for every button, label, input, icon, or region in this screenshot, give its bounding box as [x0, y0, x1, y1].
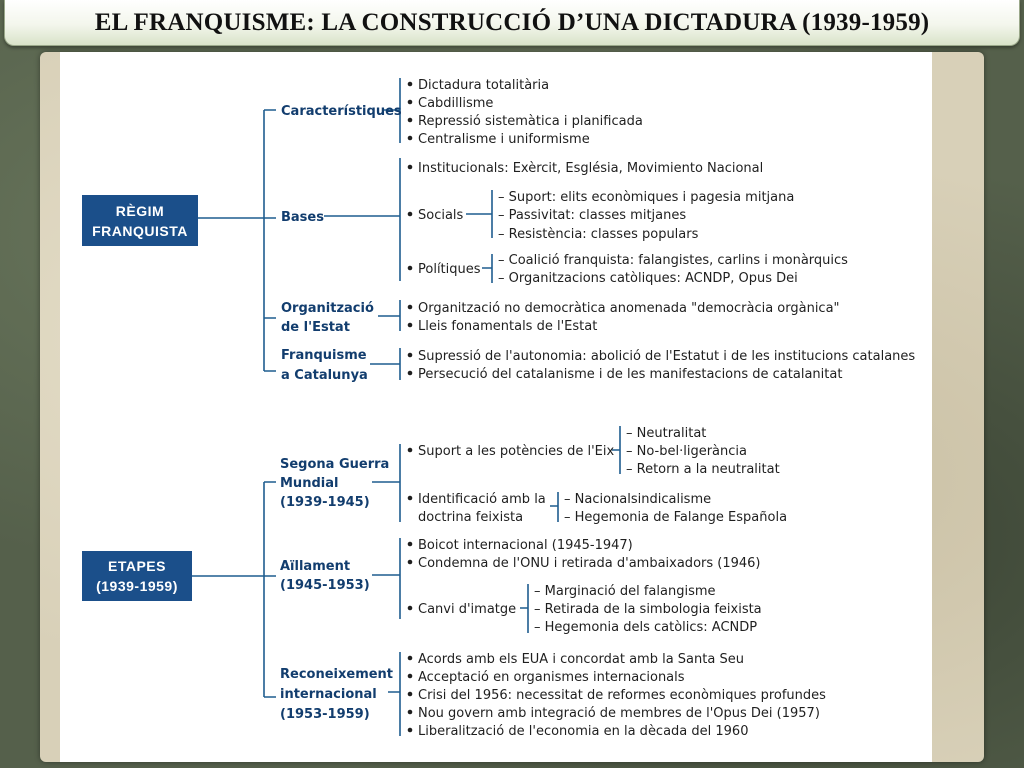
catalunya-item: Supressió de l'autonomia: abolició de l'Estatut i de les institucions catalanes	[418, 349, 916, 364]
bullet	[408, 266, 413, 271]
socials-label: Socials	[418, 208, 464, 223]
caracteristiques-item: Centralisme i uniformisme	[418, 132, 590, 147]
catalunya-label-2: a Catalunya	[281, 368, 368, 383]
bullet	[408, 692, 413, 697]
caracteristiques-label: Característiques	[281, 104, 402, 119]
aillament-label-1: Aïllament	[280, 559, 351, 574]
bullet	[408, 560, 413, 565]
aillament-bracket	[372, 538, 400, 619]
organitzacio-item: Lleis fonamentals de l'Estat	[418, 319, 598, 334]
reconeixement-label-3: (1953-1959)	[280, 707, 370, 722]
bases-bracket	[324, 158, 400, 281]
catalunya-bracket	[370, 348, 400, 380]
bullet	[408, 212, 413, 217]
identificacio-item: – Nacionalsindicalisme	[564, 492, 712, 507]
bullet	[408, 656, 413, 661]
politiques-item: – Organitzacions catòliques: ACNDP, Opus Dei	[498, 271, 798, 286]
aillament-item: Boicot internacional (1945-1947)	[418, 538, 633, 553]
catalunya-item: Persecució del catalanisme i de les manifestacions de catalanitat	[418, 367, 843, 382]
organitzacio-bracket	[378, 300, 400, 331]
identificacio-label-2: doctrina feixista	[418, 510, 524, 525]
socials-item: – Resistència: classes populars	[498, 227, 699, 242]
bullet	[408, 305, 413, 310]
suport-item: – Neutralitat	[626, 426, 707, 441]
politiques-label: Polítiques	[418, 262, 481, 277]
bullet	[408, 448, 413, 453]
etapes-box-line1: ETAPES	[108, 558, 166, 574]
bullet	[408, 118, 413, 123]
bullet	[408, 136, 413, 141]
reconeixement-label-2: internacional	[280, 687, 377, 702]
bases-label: Bases	[281, 210, 324, 225]
guerra-bracket	[372, 444, 400, 522]
socials-item: – Suport: elits econòmiques i pagesia mitjana	[498, 190, 795, 205]
reconeixement-label-1: Reconeixement	[280, 667, 394, 682]
institucionals-item: Institucionals: Exèrcit, Església, Movimiento Nacional	[418, 161, 764, 176]
suport-item: – No-bel·ligerància	[626, 444, 747, 459]
bullet	[408, 542, 413, 547]
page-title: EL FRANQUISME: LA CONSTRUCCIÓ D’UNA DICTADURA (1939-1959)	[94, 8, 930, 36]
suport-item: – Retorn a la neutralitat	[626, 462, 780, 477]
bullet	[408, 710, 413, 715]
bullet	[408, 165, 413, 170]
bullet	[408, 323, 413, 328]
aillament-item: Condemna de l'ONU i retirada d'ambaixadors (1946)	[418, 556, 761, 571]
imatge-bracket	[520, 584, 528, 633]
caracteristiques-item: Dictadura totalitària	[418, 78, 550, 93]
socials-bracket	[466, 190, 492, 238]
organitzacio-item: Organització no democràtica anomenada "democràcia orgànica"	[418, 301, 840, 316]
bullet	[408, 100, 413, 105]
bullet	[408, 606, 413, 611]
imatge-item: – Marginació del falangisme	[534, 584, 716, 599]
identificacio-bracket	[550, 492, 558, 522]
bullet	[408, 674, 413, 679]
bullet	[408, 728, 413, 733]
socials-item: – Passivitat: classes mitjanes	[498, 208, 687, 223]
reconeixement-item: Acceptació en organismes internacionals	[418, 670, 685, 685]
reconeixement-item: Liberalització de l'economia en la dècada del 1960	[418, 724, 749, 739]
etapes-connector	[192, 482, 276, 697]
reconeixement-item: Acords amb els EUA i concordat amb la Santa Seu	[418, 652, 744, 667]
reconeixement-item: Nou govern amb integració de membres de l'Opus Dei (1957)	[418, 706, 820, 721]
imatge-item: – Hegemonia dels catòlics: ACNDP	[534, 620, 758, 635]
regim-box-line2: FRANQUISTA	[92, 223, 188, 239]
etapes-box-line2: (1939-1959)	[96, 578, 178, 594]
bullet	[408, 496, 413, 501]
identificacio-label-1: Identificació amb la	[418, 492, 546, 507]
guerra-label-2: Mundial	[280, 476, 339, 491]
aillament-label-2: (1945-1953)	[280, 578, 370, 593]
caracteristiques-item: Repressió sistemàtica i planificada	[418, 114, 643, 129]
bullet	[408, 353, 413, 358]
catalunya-label-1: Franquisme	[281, 348, 367, 363]
imatge-item: – Retirada de la simbologia feixista	[534, 602, 762, 617]
caracteristiques-item: Cabdillisme	[418, 96, 494, 111]
guerra-label-1: Segona Guerra	[280, 457, 390, 472]
identificacio-item: – Hegemonia de Falange Española	[564, 510, 788, 525]
bullet	[408, 82, 413, 87]
suport-label: Suport a les potències de l'Eix	[418, 444, 615, 459]
regim-box-line1: RÈGIM	[115, 203, 165, 219]
reconeixement-bracket	[388, 652, 400, 736]
politiques-bracket	[482, 254, 492, 283]
regim-connector	[198, 110, 276, 371]
bullet	[408, 371, 413, 376]
politiques-item: – Coalició franquista: falangistes, carlins i monàrquics	[498, 253, 848, 268]
organitzacio-label-2: de l'Estat	[281, 320, 350, 335]
organitzacio-label-1: Organització	[281, 301, 374, 316]
imatge-label: Canvi d'imatge	[418, 602, 517, 617]
guerra-label-3: (1939-1945)	[280, 495, 370, 510]
reconeixement-item: Crisi del 1956: necessitat de reformes econòmiques profundes	[418, 688, 826, 703]
